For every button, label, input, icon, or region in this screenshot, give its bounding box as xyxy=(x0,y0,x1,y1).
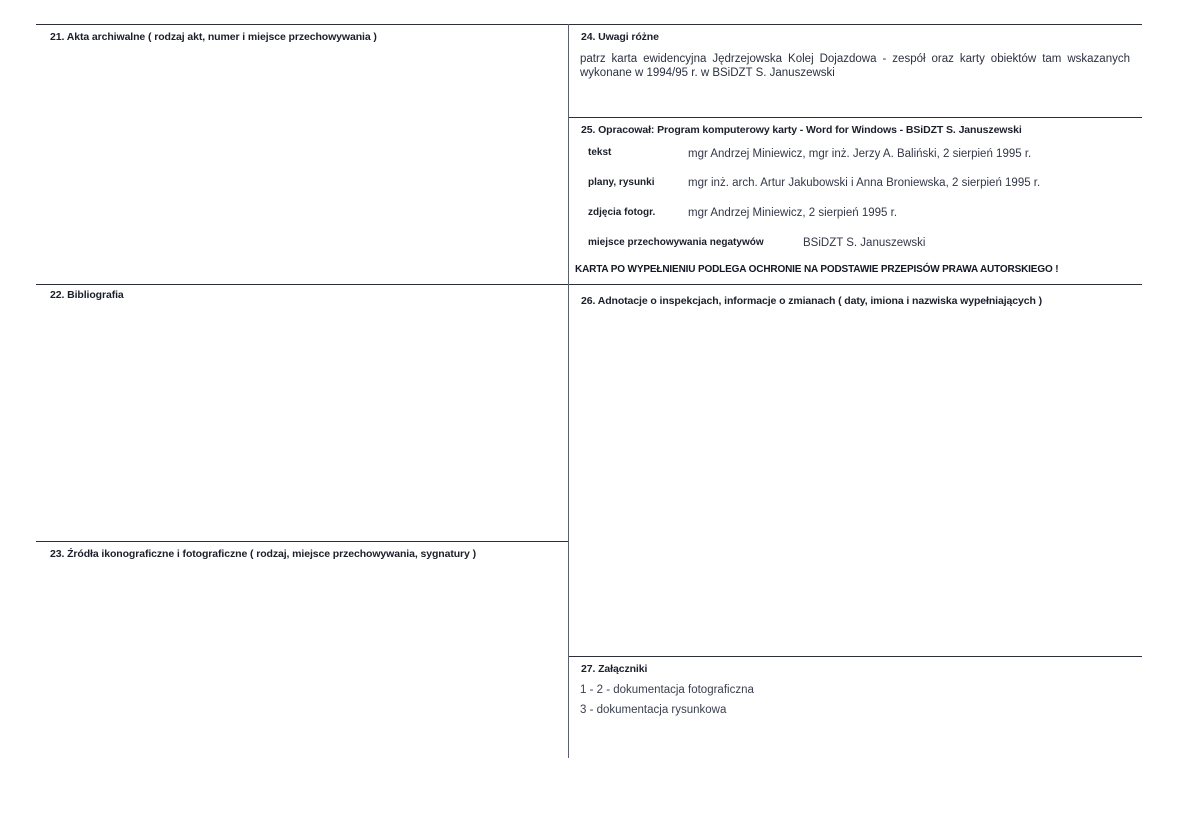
column-divider xyxy=(568,24,569,758)
top-rule xyxy=(36,24,1142,25)
rule-above-sec22-26 xyxy=(36,284,1142,285)
row-value-zdjecia: mgr Andrzej Miniewicz, 2 sierpień 1995 r. xyxy=(688,207,898,219)
section-23-heading: 23. Źródła ikonograficzne i fotograficzne ( rodzaj, miejsce przechowywania, sygnatury ) xyxy=(50,548,476,560)
row-label-zdjecia: zdjęcia fotogr. xyxy=(588,207,656,218)
section-21-heading: 21. Akta archiwalne ( rodzaj akt, numer i miejsce przechowywania ) xyxy=(50,31,377,43)
rule-above-sec23 xyxy=(36,541,568,542)
section-22-heading: 22. Bibliografia xyxy=(50,289,124,301)
section-24-heading: 24. Uwagi różne xyxy=(581,31,659,43)
row-value-plany: mgr inż. arch. Artur Jakubowski i Anna Broniewska, 2 sierpień 1995 r. xyxy=(688,177,1041,189)
copyright-notice: KARTA PO WYPEŁNIENIU PODLEGA OCHRONIE NA PODSTAWIE PRZEPISÓW PRAWA AUTORSKIEGO ! xyxy=(575,264,1059,275)
attachment-item-2: 3 - dokumentacja rysunkowa xyxy=(580,704,727,716)
section-27-heading: 27. Załączniki xyxy=(581,663,648,675)
section-25-heading: 25. Opracował: Program komputerowy karty - Word for Windows - BSiDZT S. Januszewski xyxy=(581,124,1022,136)
section-24-text: patrz karta ewidencyjna Jędrzejowska Kolej Dojazdowa - zespół oraz karty obiektów tam wskazanych wykonane w 1994/95 r. w BSiDZT S. Januszewski xyxy=(580,53,1130,79)
section-26-heading: 26. Adnotacje o inspekcjach, informacje o zmianach ( daty, imiona i nazwiska wypełniających ) xyxy=(581,295,1043,307)
row-label-plany: plany, rysunki xyxy=(588,177,655,188)
row-value-tekst: mgr Andrzej Miniewicz, mgr inż. Jerzy A. Baliński, 2 sierpień 1995 r. xyxy=(688,148,1032,160)
row-label-tekst: tekst xyxy=(588,147,612,158)
attachment-item-1: 1 - 2 - dokumentacja fotograficzna xyxy=(580,684,754,696)
rule-above-sec27 xyxy=(568,656,1142,657)
rule-above-sec25 xyxy=(568,117,1142,118)
row-value-negatywy: BSiDZT S. Januszewski xyxy=(803,237,926,249)
row-label-negatywy: miejsce przechowywania negatywów xyxy=(588,237,764,248)
